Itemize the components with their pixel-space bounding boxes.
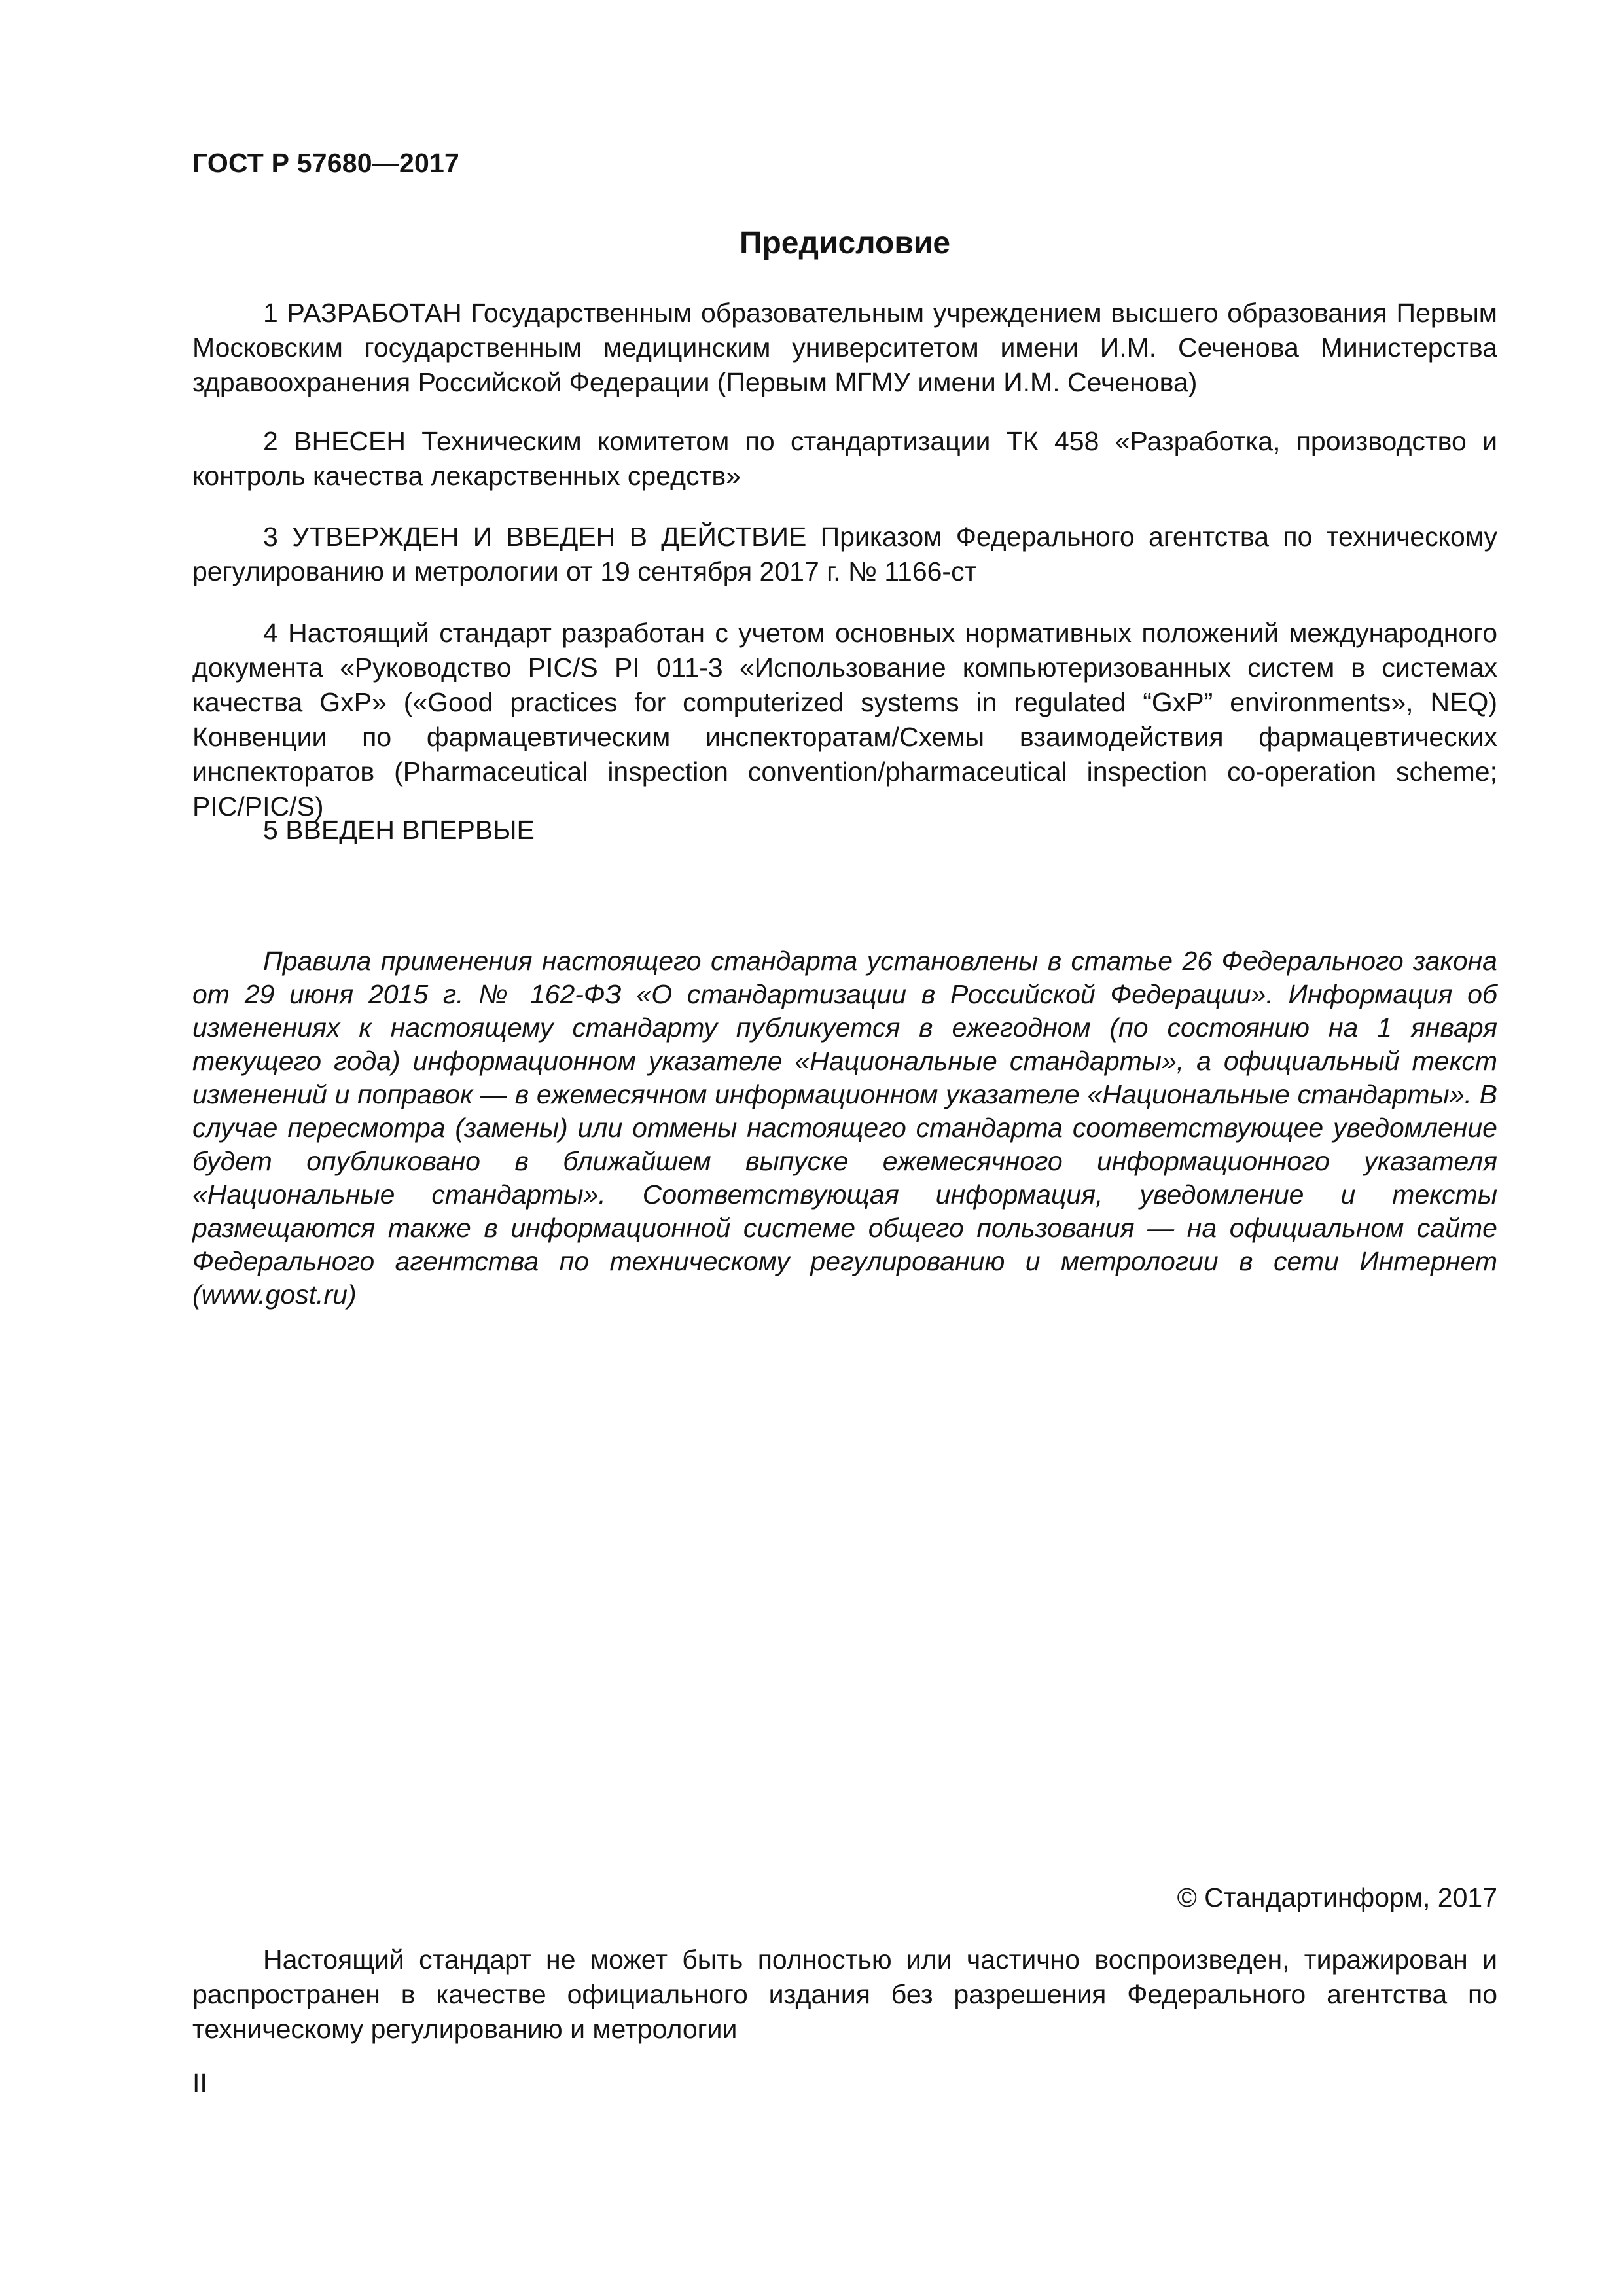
paragraph-based-on: 4 Настоящий стандарт разработан с учетом основных нормативных положений международного документа «Руководство PIC/S PI 011-3 «Использование компьютеризованных систем в системах качества GxP» («Good practices for computerized systems in regulated “GxP” environments», NEQ) Конвенции по фармацевтическим инспекторатам/Схемы взаимодействия фармацевтических инспекторатов (Pharmaceutical inspection convention/pharmaceutical inspection co-operation scheme; PIC/PIC/S) [192, 618, 1497, 821]
reproduction-notice: Настоящий стандарт не может быть полностью или частично воспроизведен, тиражирован и распространен в качестве официального издания без разрешения Федерального агентства по техническому регулированию и метрологии [192, 1945, 1497, 2044]
copyright-line: © Стандартинформ, 2017 [1177, 1882, 1497, 1912]
application-rules-notice: Правила применения настоящего стандарта установлены в статье 26 Федерального закона от 29 июня 2015 г. № 162-ФЗ «О стандартизации в Российской Федерации». Информация об изменениях к настоящему стандарту публикуется в ежегодном (по состоянию на 1 января текущего года) информационном указателе «Национальные стандарты», а официальный текст изменений и поправок — в ежемесячном информационном указателе «Национальные стандарты». В случае пересмотра (замены) или отмены настоящего стандарта соответствующее уведомление будет опубликовано в ближайшем выпуске ежемесячного информационного указателя «Национальные стандарты». Соответствующая информация, уведомление и тексты размещаются также в информационной системе общего пользования — на официальном сайте Федерального агентства по техническому регулированию и метрологии в сети Интернет (www.gost.ru) [192, 946, 1497, 1310]
page-title: Предисловие [739, 226, 951, 260]
page-number: II [192, 2068, 207, 2098]
paragraph-developed-by: 1 РАЗРАБОТАН Государственным образовательным учреждением высшего образования Первым Московским государственным медицинским университетом имени И.М. Сеченова Министерства здравоохранения Российской Федерации (Первым МГМУ имени И.М. Сеченова) [192, 298, 1497, 397]
document-code: ГОСТ Р 57680—2017 [192, 148, 459, 178]
paragraph-introduced-first: 5 ВВЕДЕН ВПЕРВЫЕ [263, 815, 535, 845]
paragraph-approved: 3 УТВЕРЖДЕН И ВВЕДЕН В ДЕЙСТВИЕ Приказом Федерального агентства по техническому регулированию и метрологии от 19 сентября 2017 г. № 1166-ст [192, 522, 1497, 586]
paragraph-introduced-by: 2 ВНЕСЕН Техническим комитетом по стандартизации ТК 458 «Разработка, производство и контроль качества лекарственных средств» [192, 426, 1497, 491]
